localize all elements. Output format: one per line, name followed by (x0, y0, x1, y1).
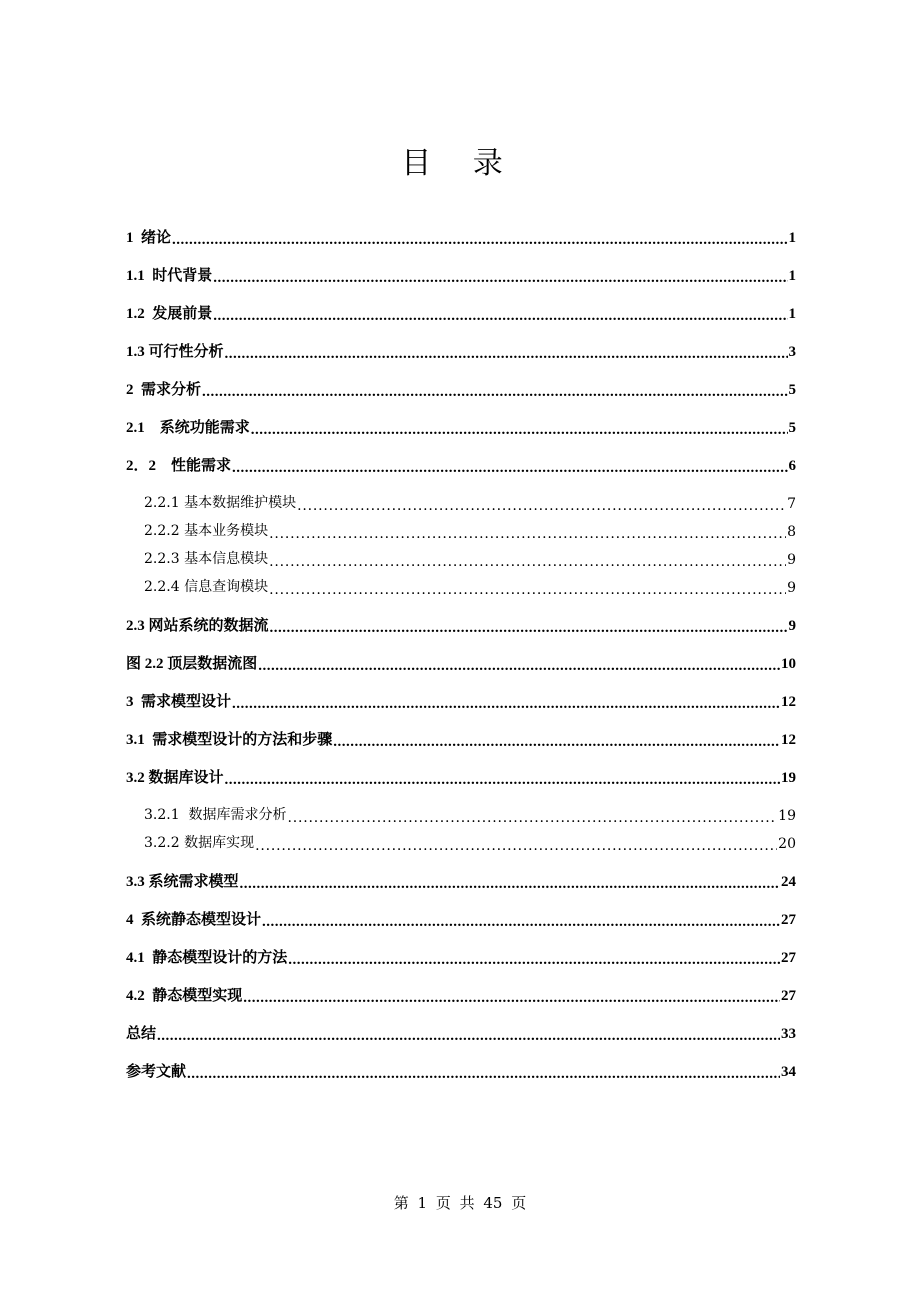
toc-entry[interactable] (126, 340, 796, 361)
toc-entry[interactable] (126, 870, 796, 891)
toc-dot-leader (232, 460, 787, 475)
toc-page-number: 9 (788, 618, 796, 634)
toc-page-number: 24 (781, 874, 796, 890)
toc-page-number: 1 (788, 268, 796, 284)
toc-page-number: 9 (787, 552, 796, 568)
toc-dot-leader (202, 384, 787, 399)
toc-dot-leader (240, 876, 780, 891)
toc-dot-leader (213, 308, 787, 323)
toc-entry-label: 参考文献 (126, 1064, 187, 1080)
toc-entry[interactable] (126, 454, 796, 475)
toc-subentry[interactable] (126, 520, 796, 540)
toc-page-number: 27 (781, 912, 796, 928)
toc-entry-label: 4.1 静态模型设计的方法 (126, 950, 288, 966)
toc-page-number: 10 (781, 656, 796, 672)
toc-page-number: 9 (787, 580, 796, 596)
toc-page-number: 7 (787, 496, 796, 512)
toc-page-number: 1 (788, 306, 796, 322)
toc-dot-leader (269, 554, 786, 568)
toc-dot-leader (297, 498, 786, 512)
toc-dot-leader (269, 526, 786, 540)
toc-subentry[interactable] (126, 804, 796, 824)
toc-entry-label: 1.2 发展前景 (126, 306, 213, 322)
toc-entry-label: 2．2 性能需求 (126, 458, 232, 474)
toc-dot-leader (251, 422, 788, 437)
toc-entry-label: 3.2.2 数据库实现 (144, 835, 255, 851)
toc-entry[interactable] (126, 728, 796, 749)
toc-entry[interactable] (126, 690, 796, 711)
toc-page-number: 3 (788, 344, 796, 360)
toc-entry[interactable] (126, 652, 796, 673)
toc-page-number: 27 (781, 950, 796, 966)
toc-entry-label: 3.3 系统需求模型 (126, 874, 239, 890)
toc-dot-leader (258, 658, 780, 673)
toc-entry-label: 4 系统静态模型设计 (126, 912, 262, 928)
toc-dot-leader (269, 582, 786, 596)
toc-entry-label: 2.2.4 信息查询模块 (144, 579, 269, 595)
toc-page-number: 19 (781, 770, 796, 786)
toc-entry[interactable] (126, 984, 796, 1005)
toc-entry-label: 3.1 需求模型设计的方法和步骤 (126, 732, 333, 748)
toc-entry-label: 3.2 数据库设计 (126, 770, 224, 786)
toc-entry-label: 总结 (126, 1026, 157, 1042)
toc-entry-label: 3 需求模型设计 (126, 694, 232, 710)
toc-page-number: 1 (788, 230, 796, 246)
toc-page-number: 19 (778, 808, 796, 824)
toc-entry-label: 2.2.1 基本数据维护模块 (144, 495, 297, 511)
toc-entry-label: 图 2.2 顶层数据流图 (126, 656, 258, 672)
toc-subentry[interactable] (126, 832, 796, 852)
toc-subentry[interactable] (126, 492, 796, 512)
toc-page-number: 12 (781, 732, 796, 748)
toc-page-number: 34 (781, 1064, 796, 1080)
toc-entry-label: 2.2.3 基本信息模块 (144, 551, 269, 567)
toc-page-number: 8 (787, 524, 796, 540)
toc-page-number: 27 (781, 988, 796, 1004)
toc-dot-leader (262, 914, 780, 929)
toc-dot-leader (232, 696, 780, 711)
toc-entry[interactable] (126, 614, 796, 635)
toc-entry[interactable] (126, 1022, 796, 1043)
toc-entry[interactable] (126, 946, 796, 967)
toc-entry[interactable] (126, 302, 796, 323)
toc-entry-label: 3.2.1 数据库需求分析 (144, 807, 287, 823)
toc-entry-label: 2.3 网站系统的数据流 (126, 618, 269, 634)
toc-dot-leader (243, 990, 780, 1005)
toc-entry-label: 1.3 可行性分析 (126, 344, 224, 360)
toc-dot-leader (225, 346, 788, 361)
toc-page-number: 33 (781, 1026, 796, 1042)
toc-dot-leader (270, 620, 788, 635)
toc-entry-label: 2.1 系统功能需求 (126, 420, 250, 436)
toc-entry[interactable] (126, 1060, 796, 1081)
toc-page-number: 5 (788, 420, 796, 436)
toc-subentry[interactable] (126, 548, 796, 568)
toc-entry[interactable] (126, 264, 796, 285)
toc-entry[interactable] (126, 226, 796, 247)
toc-dot-leader (157, 1028, 780, 1043)
toc-dot-leader (187, 1066, 780, 1081)
toc-entry-label: 2.2.2 基本业务模块 (144, 523, 269, 539)
toc-entry-label: 2 需求分析 (126, 382, 202, 398)
toc-entry[interactable] (126, 766, 796, 787)
toc-dot-leader (213, 270, 787, 285)
toc-entry[interactable] (126, 378, 796, 399)
page-footer: 第 1 页 共 45 页 (393, 1194, 527, 1212)
toc-entry-label: 4.2 静态模型实现 (126, 988, 243, 1004)
toc-dot-leader (172, 232, 787, 247)
toc-page-number: 5 (788, 382, 796, 398)
toc-entry-label: 1.1 时代背景 (126, 268, 213, 284)
toc-dot-leader (288, 810, 778, 824)
toc-page-number: 20 (778, 836, 796, 852)
toc-title: 目 录 (401, 146, 519, 181)
toc-subentry[interactable] (126, 576, 796, 596)
toc-entry-label: 1 绪论 (126, 230, 172, 246)
toc-dot-leader (255, 838, 777, 852)
toc-page-number: 12 (781, 694, 796, 710)
toc-page-number: 6 (788, 458, 796, 474)
toc-entry[interactable] (126, 416, 796, 437)
toc-dot-leader (288, 952, 780, 967)
toc-dot-leader (333, 734, 780, 749)
toc-entry[interactable] (126, 908, 796, 929)
toc-dot-leader (225, 772, 780, 787)
